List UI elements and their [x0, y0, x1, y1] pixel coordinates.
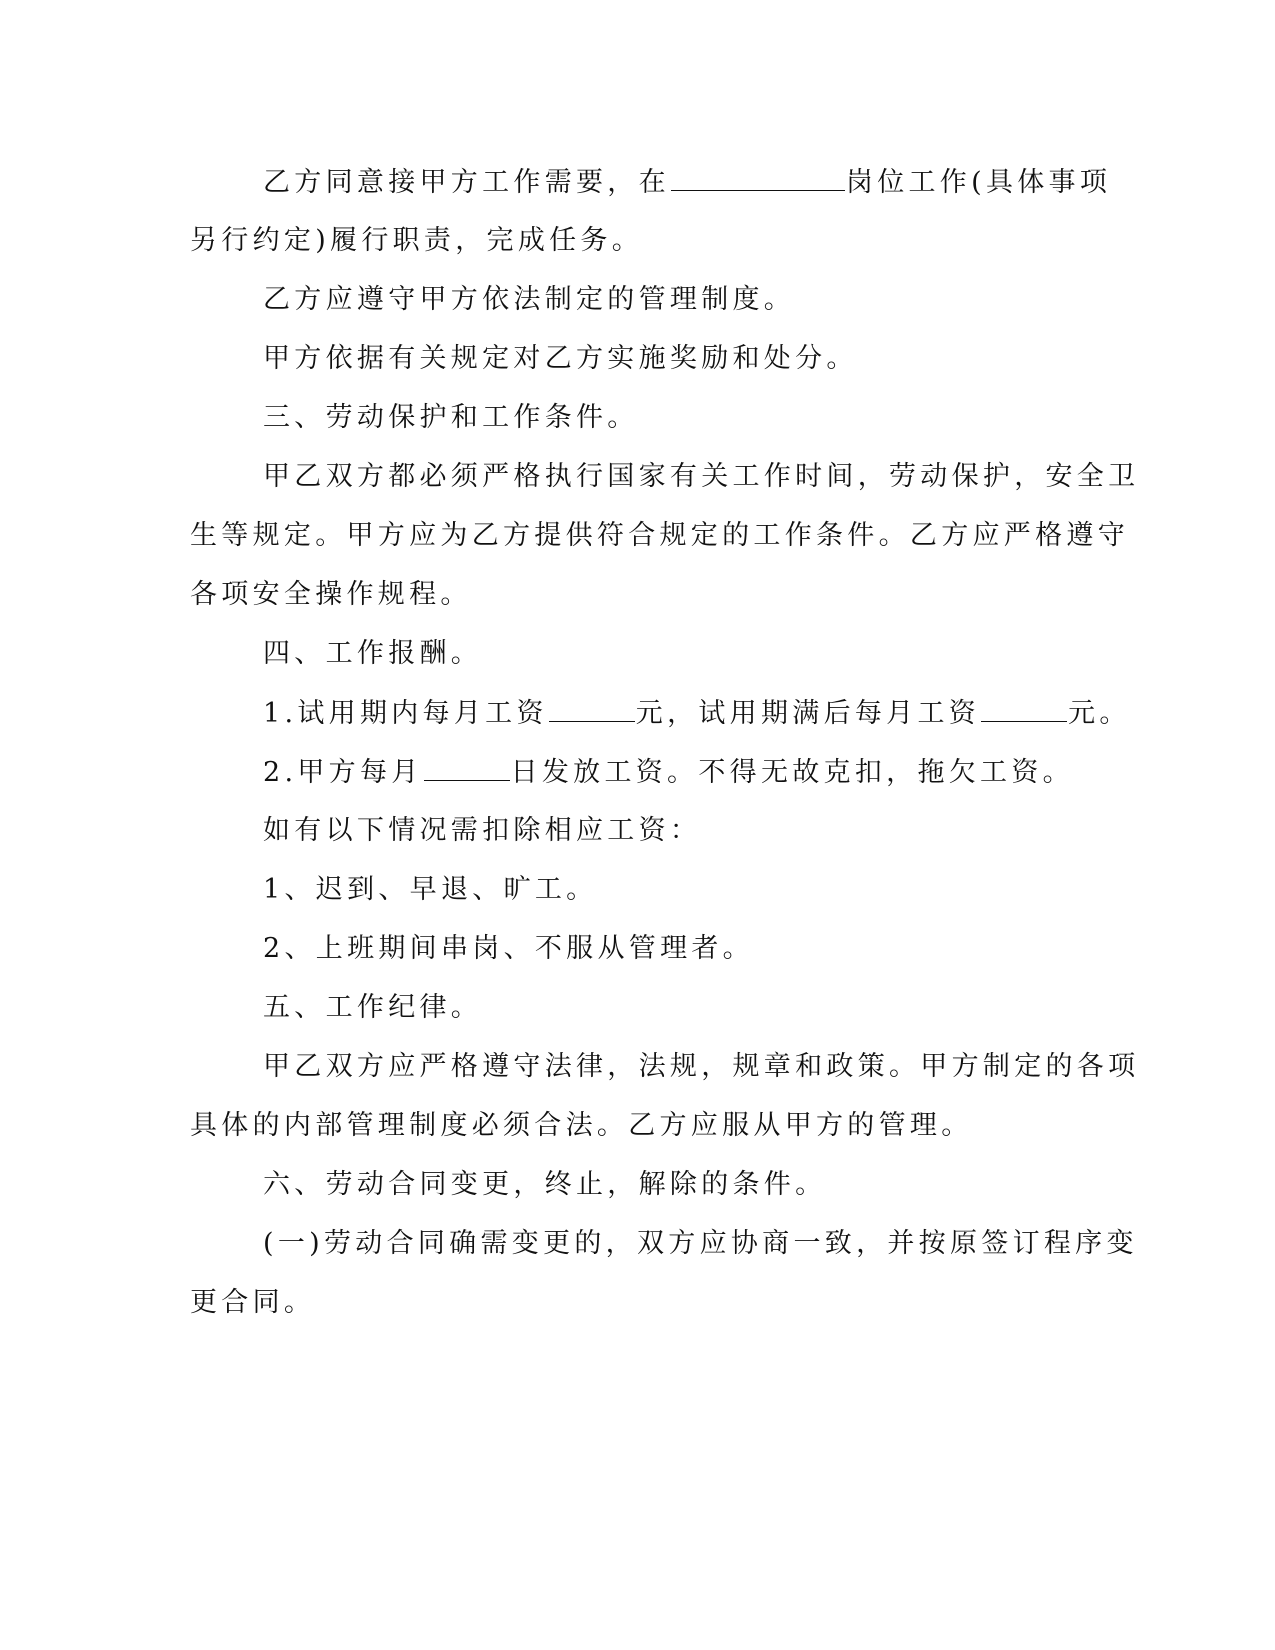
text-segment: 元，试用期满后每月工资: [635, 698, 981, 729]
list-item: 2、上班期间串岗、不服从管理者。: [263, 933, 754, 964]
text-segment: 岗位工作(具体事项: [845, 167, 1112, 198]
text-line: 甲乙双方都必须严格执行国家有关工作时间，劳动保护，安全卫: [263, 461, 1140, 492]
list-item: 1、迟到、早退、旷工。: [263, 874, 598, 905]
text-segment: 元。: [1068, 698, 1131, 729]
text-line: 生等规定。甲方应为乙方提供符合规定的工作条件。乙方应严格遵守: [190, 520, 1129, 551]
section-heading: 三、劳动保护和工作条件。: [263, 402, 639, 433]
text-line: 各项安全操作规程。: [190, 579, 472, 610]
text-line: 具体的内部管理制度必须合法。乙方应服从甲方的管理。: [190, 1110, 973, 1141]
section-heading: 五、工作纪律。: [263, 992, 483, 1023]
section-heading: 四、工作报酬。: [263, 638, 483, 669]
text-line: 更合同。: [190, 1287, 316, 1318]
text-line: 如有以下情况需扣除相应工资：: [263, 815, 702, 846]
text-line: (一)劳动合同确需变更的，双方应协商一致，并按原签订程序变: [263, 1228, 1138, 1259]
fill-in-blank-position: [671, 160, 845, 191]
text-line: [263, 750, 1163, 794]
text-line: [263, 691, 1163, 735]
fill-in-blank-pay-day: [424, 750, 510, 781]
text-segment: 日发放工资。不得无故克扣，拖欠工资。: [510, 757, 1074, 788]
text-segment: 2.甲方每月: [263, 757, 423, 788]
text-line: 甲方依据有关规定对乙方实施奖励和处分。: [263, 343, 858, 374]
text-line: [263, 160, 1163, 204]
text-line: 另行约定)履行职责，完成任务。: [190, 225, 644, 256]
text-line: 乙方应遵守甲方依法制定的管理制度。: [263, 284, 796, 315]
section-heading: 六、劳动合同变更，终止，解除的条件。: [263, 1169, 827, 1200]
text-segment: 乙方同意接甲方工作需要，在: [263, 167, 670, 198]
fill-in-blank-regular-salary: [981, 691, 1067, 722]
fill-in-blank-probation-salary: [549, 691, 635, 722]
text-segment: 1.试用期内每月工资: [263, 698, 548, 729]
text-line: 甲乙双方应严格遵守法律，法规，规章和政策。甲方制定的各项: [263, 1051, 1140, 1082]
